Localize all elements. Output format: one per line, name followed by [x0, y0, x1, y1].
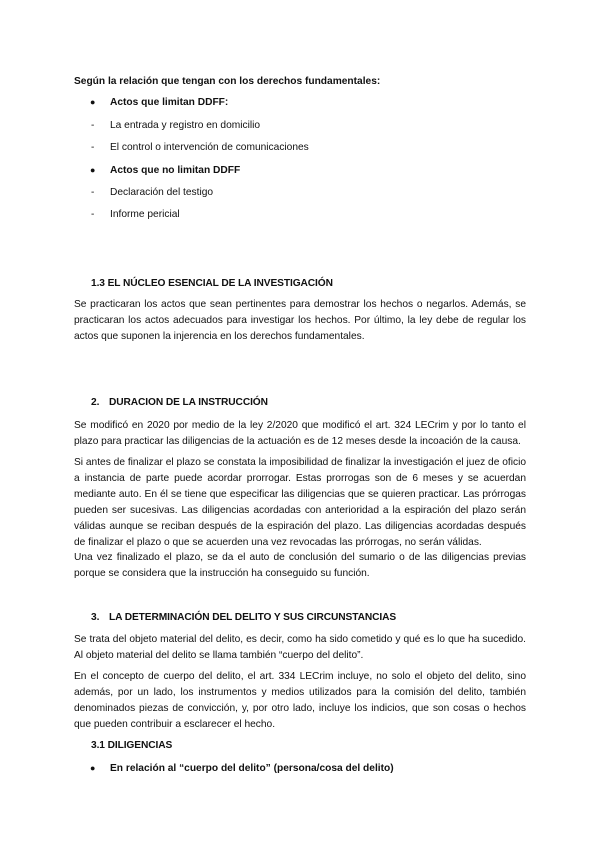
section-2-paragraph-2: Si antes de finalizar el plazo se constata la imposibilidad de finalizar la investigación el juez de oficio a instancia de parte puede acordar prorrogar. Estas prorrogas son de 6 meses y se acuerdan mediante auto. En él se tiene que especificar las diligencias que se quieren practicar. Las prórrogas pueden ser sucesivas. Las diligencias acordadas con anterioridad a la espiración del plazo serán válidas aunque se reciban después de la espiración del plazo. Las diligencias acordadas después de finalizar el plazo o que se acuerden una vez revocadas las prórrogas, no serán válidas.	[74, 457, 526, 548]
dash-marker: -	[91, 209, 95, 220]
list-item-text: Declaración del testigo	[110, 187, 214, 198]
section-3-paragraph-1: Se trata del objeto material del delito, es decir, como ha sido cometido y qué es lo que ha sucedido. Al objeto material del delito se llama también “cuerpo del delito”.	[74, 634, 526, 661]
section-title: LA DETERMINACIÓN DEL DELITO Y SUS CIRCUNSTANCIAS	[109, 612, 397, 623]
list-item-text: En relación al “cuerpo del delito” (persona/cosa del delito)	[110, 763, 394, 774]
section-3-paragraph-2: En el concepto de cuerpo del delito, el art. 334 LECrim incluye, no solo el objeto del delito, sino además, por un lado, los instrumentos y medios utilizados para la comisión del delito, también denominados piezas de convicción, y, por otro lado, incluye los indicios, que son cosas o hechos que pueden contribuir a esclarecer el hecho.	[74, 671, 526, 730]
list-item-text: El control o intervención de comunicaciones	[110, 142, 309, 153]
list-item-text: La entrada y registro en domicilio	[110, 120, 261, 131]
bullet-marker: ●	[90, 97, 96, 107]
section-2-paragraph-3: Una vez finalizado el plazo, se da el auto de conclusión del sumario o de las diligencias previas porque se considera que la instrucción ha conseguido su función.	[74, 552, 526, 579]
list-item-text: Informe pericial	[110, 209, 180, 220]
dash-marker: -	[91, 142, 95, 153]
section-number: 3.	[91, 612, 100, 623]
section-heading-2	[91, 397, 268, 408]
bullet-marker: ●	[90, 165, 96, 175]
dash-marker: -	[91, 120, 95, 131]
section-1-3-paragraph: Se practicaran los actos que sean pertinentes para demostrar los hechos o negarlos. Además, se practicaran los actos adecuados para investigar los hechos. Por último, la ley debe de regular los actos que suponen la injerencia en los derechos fundamentales.	[74, 299, 526, 342]
section-heading-1-3: 1.3 EL NÚCLEO ESENCIAL DE LA INVESTIGACIÓN	[91, 278, 333, 289]
section-heading-3-1: 3.1 DILIGENCIAS	[91, 740, 173, 751]
section-title: DURACION DE LA INSTRUCCIÓN	[109, 397, 268, 408]
section-2-paragraph-1: Se modificó en 2020 por medio de la ley 2/2020 que modificó el art. 324 LECrim y por lo tanto el plazo para practicar las diligencias de la actuación es de 12 meses desde la incoación de la causa.	[74, 420, 526, 447]
dash-marker: -	[91, 187, 95, 198]
bullet-marker: ●	[90, 763, 96, 773]
section-number: 2.	[91, 397, 100, 408]
section-heading-3	[91, 612, 396, 623]
intro-text: Según la relación que tengan con los derechos fundamentales:	[74, 76, 381, 87]
list-item-text: Actos que no limitan DDFF	[110, 165, 241, 176]
list-item-text: Actos que limitan DDFF:	[110, 97, 229, 108]
